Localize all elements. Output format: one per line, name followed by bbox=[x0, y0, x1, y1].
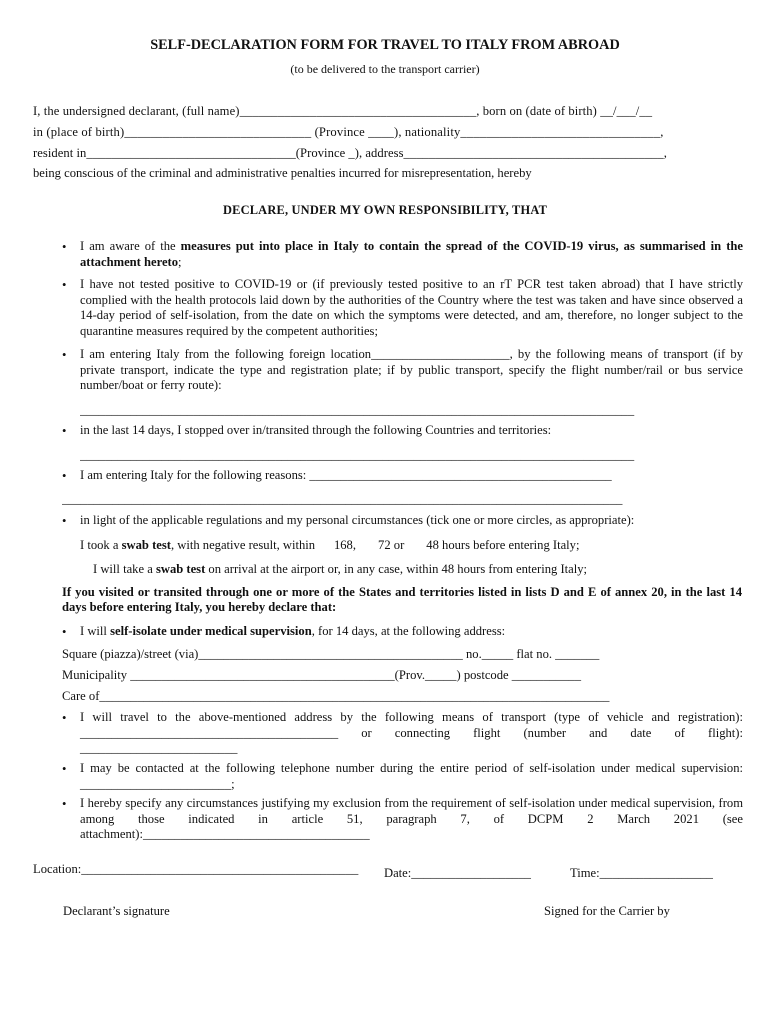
address-street-field[interactable]: Square (piazza)/street (via)__________________________________________ no._____ flat no. _______ bbox=[62, 647, 600, 661]
bullet-icon: • bbox=[62, 762, 67, 776]
bullet-icon: • bbox=[62, 625, 67, 639]
swab-test-option-before[interactable]: I took a swab test, with negative result, within 168, 72 or 48 hours before entering Italy; bbox=[80, 538, 580, 552]
bullet-icon: • bbox=[62, 469, 67, 483]
declaration-item-measures: I am aware of the measures put into place in Italy to contain the spread of the COVID-19 virus, as summarised in the attachment hereto; bbox=[80, 239, 743, 269]
address-municipality-field[interactable]: Municipality __________________________________________(Prov._____) postcode ___________ bbox=[62, 668, 581, 682]
declaration-item-transit: in the last 14 days, I stopped over in/transited through the following Countries and territories: bbox=[80, 423, 552, 437]
declaration-item-foreign-location: I am entering Italy from the following foreign location______________________, by the following means of transport (if by private transport, indicate the type and registration plate; if by public transport, specify the flight number/rail or bus service number/boat or ferry route): bbox=[80, 347, 743, 393]
declaration-item-reasons: I am entering Italy for the following reasons: ________________________________________________ bbox=[80, 468, 612, 482]
time-field[interactable]: Time:__________________ bbox=[570, 866, 713, 880]
bullet-icon: • bbox=[62, 797, 67, 811]
identity-line-4: being conscious of the criminal and administrative penalties incurred for misrepresentation, hereby bbox=[33, 166, 532, 180]
declare-heading: DECLARE, UNDER MY OWN RESPONSIBILITY, THAT bbox=[222, 203, 548, 217]
contact-phone-item: I may be contacted at the following telephone number during the entire period of self-isolation under medical supervision: ________________________; bbox=[80, 761, 762, 791]
exclusion-circumstances-item: I hereby specify any circumstances justifying my exclusion from the requirement of self-isolation under medical supervision, from among those indicated in article 51, paragraph 7, of DCPM 2 March 2021 (see attachment):____________________________________ bbox=[80, 796, 743, 842]
bullet-icon: • bbox=[62, 278, 67, 292]
identity-line-3: resident in_________________________________(Province _), address_________________________________________, bbox=[33, 146, 667, 160]
carrier-signature-label: Signed for the Carrier by bbox=[544, 904, 670, 918]
declaration-item-not-positive: I have not tested positive to COVID-19 or (if previously tested positive to an rT PCR test taken abroad) that I have strictly complied with the health protocols laid down by the authorities of the Country where the test was taken and have since observed a 14-day period of self-isolation, from the date on which the symptoms were detected, and am, therefore, no longer subject to the quarantine measures required by the competent authorities; bbox=[80, 277, 743, 338]
transport-item: I will travel to the above-mentioned address by the following means of transport (type of vehicle and registration): _________________________________________ or connecting flight (number and date of flight): _________________________ bbox=[80, 710, 743, 756]
identity-line-1: I, the undersigned declarant, (full name)_____________________________________, born on (date of birth) __/___/__ bbox=[33, 104, 653, 118]
identity-line-2: in (place of birth)_____________________________ (Province ____), nationality_______________________________, bbox=[33, 125, 664, 139]
location-field[interactable]: Location:____________________________________________ bbox=[33, 862, 359, 876]
fill-line[interactable]: ________________________________________________________________________________________ bbox=[80, 448, 635, 462]
fill-line[interactable]: ________________________________________________________________________________________ bbox=[80, 403, 635, 417]
bullet-icon: • bbox=[62, 424, 67, 438]
bullet-icon: • bbox=[62, 240, 67, 254]
annex-heading: If you visited or transited through one or more of the States and territories listed in lists D and E of annex 20, in the last 14 days before entering Italy, you hereby declare that: bbox=[62, 585, 742, 615]
bullet-icon: • bbox=[62, 711, 67, 725]
swab-test-option-arrival[interactable]: I will take a swab test on arrival at the airport or, in any case, within 48 hours from entering Italy; bbox=[93, 562, 588, 576]
bullet-icon: • bbox=[62, 348, 67, 362]
form-title: SELF-DECLARATION FORM FOR TRAVEL TO ITALY FROM ABROAD bbox=[150, 37, 620, 53]
bullet-icon: • bbox=[62, 514, 67, 528]
declarant-signature-label: Declarant’s signature bbox=[63, 904, 170, 918]
form-subtitle: (to be delivered to the transport carrier) bbox=[290, 62, 480, 76]
date-field[interactable]: Date:___________________ bbox=[384, 866, 531, 880]
declaration-item-regulations: in light of the applicable regulations and my personal circumstances (tick one or more circles, as appropriate): bbox=[80, 513, 635, 527]
fill-line[interactable]: _________________________________________________________________________________________ bbox=[62, 492, 623, 506]
address-care-of-field[interactable]: Care of_________________________________________________________________________________ bbox=[62, 689, 610, 703]
self-isolation-item: I will self-isolate under medical supervision, for 14 days, at the following address: bbox=[80, 624, 506, 638]
